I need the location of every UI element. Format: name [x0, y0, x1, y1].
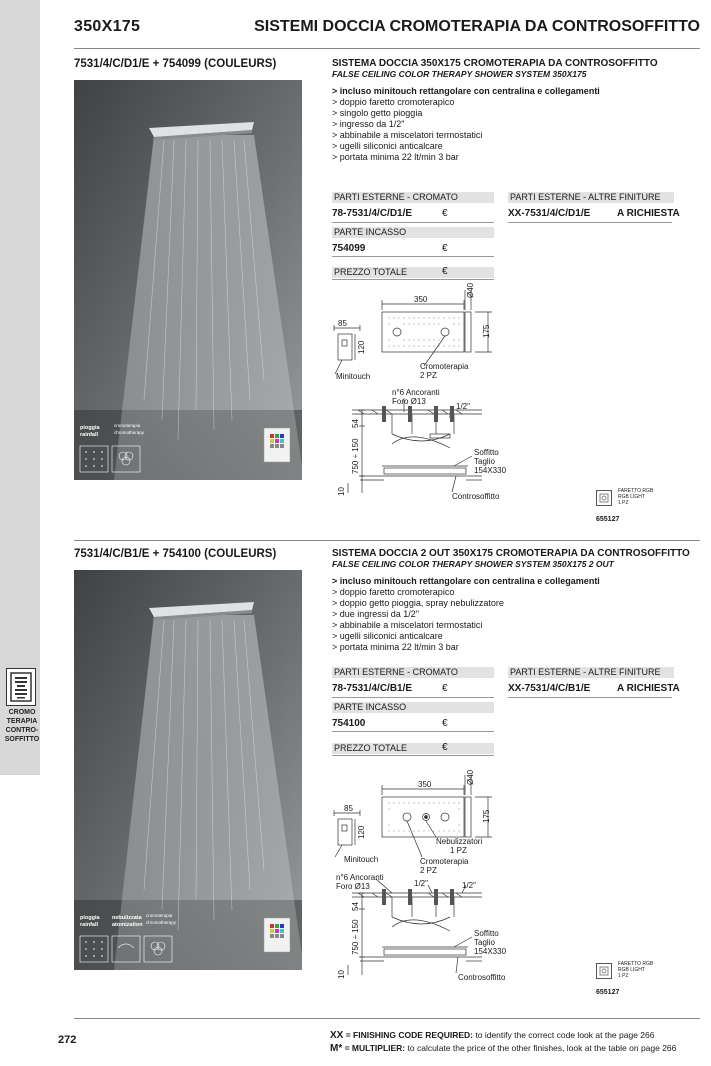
dim-bottom: 10	[337, 970, 346, 979]
dim-depth: 54	[351, 419, 360, 428]
label-controsoffitto: Controsoffitto	[458, 973, 506, 982]
label-controsoffitto: Controsoffitto	[452, 492, 500, 501]
dim-bottom: 10	[337, 487, 346, 496]
technical-drawing	[332, 769, 552, 990]
product-description: SISTEMA DOCCIA 2 OUT 350X175 CROMOTERAPIA DA CONTROSOFFITTO FALSE CEILING COLOR THERAPY SHOWER SYSTEM 350X175 2 OUT > incluso minitouch rettangolare con centralina e collegamenti > doppio faretto cromoterapico > doppio getto pioggia, spray nebulizzatore > due ingressi da 1/2" > abbinabile a miscelatori termostatici > ugelli siliconici anticalcare > portata minima 22 lt/min 3 bar	[332, 548, 690, 652]
currency: €	[442, 683, 448, 694]
total-price-label: PREZZO TOTALE	[332, 267, 494, 278]
page-number: 272	[58, 1034, 77, 1046]
photo-label-rainfall: pioggia rainfall	[80, 915, 100, 928]
dim-width: 350	[414, 295, 428, 304]
label-nebulizzatori: Nebulizzatori 1 PZ	[436, 837, 483, 855]
dim-minitouch-height: 120	[357, 825, 366, 839]
product-code: 7531/4/C/D1/E + 754099 (COULEURS)	[74, 58, 277, 70]
label-cromoterapia: Cromoterapia 2 PZ	[420, 362, 469, 380]
price-line	[508, 697, 672, 698]
built-in-label: PARTE INCASSO	[332, 702, 494, 713]
photo-label-atomization: nebulizzata atomization	[112, 915, 143, 928]
total-price-label: PREZZO TOTALE	[332, 743, 494, 754]
dim-height: 175	[482, 809, 491, 823]
price-line	[332, 222, 494, 223]
built-in-code: 754100	[332, 718, 366, 729]
currency: €	[442, 718, 448, 729]
dim-thickness: Ø40	[466, 282, 475, 298]
built-in-code: 754099	[332, 243, 366, 254]
photo-label-rainfall: pioggia rainfall	[80, 425, 100, 438]
dim-depth: 54	[351, 902, 360, 911]
external-chrome-label: PARTI ESTERNE - CROMATO	[332, 192, 494, 203]
shower-grid-icon	[6, 668, 36, 706]
rgb-code: 655127	[596, 989, 620, 996]
price-line	[508, 222, 672, 223]
currency: €	[442, 266, 448, 277]
label-minitouch: Minitouch	[336, 372, 371, 381]
rgb-code: 655127	[596, 516, 620, 523]
rgb-light-accessory: FARETTO RGB RGB LIGHT 1 PZ 655127	[596, 488, 654, 523]
label-cromoterapia: Cromoterapia 2 PZ	[420, 857, 469, 875]
external-chrome-label: PARTI ESTERNE - CROMATO	[332, 667, 494, 678]
footer-divider	[74, 1018, 700, 1019]
rgb-light-accessory: FARETTO RGB RGB LIGHT 1 PZ 655127	[596, 961, 654, 996]
dim-width: 350	[418, 780, 432, 789]
price-line	[332, 755, 494, 756]
product-photo	[74, 570, 302, 970]
label-cut: Soffitto Taglio 154X330	[474, 929, 507, 956]
page-size-title: 350X175	[74, 18, 141, 35]
price-line	[332, 279, 494, 280]
sidebar-band	[0, 0, 40, 775]
dim-thickness: Ø40	[466, 769, 475, 785]
header-divider	[74, 48, 700, 49]
label-minitouch: Minitouch	[344, 855, 379, 864]
technical-drawing	[332, 282, 552, 508]
on-request: A RICHIESTA	[617, 208, 680, 219]
price-line	[332, 731, 494, 732]
label-anchors: n°6 Ancoranti Foro Ø13	[336, 873, 384, 891]
dim-minitouch-width: 85	[338, 319, 347, 328]
product-photo	[74, 80, 302, 480]
external-chrome-code: 78-7531/4/C/B1/E	[332, 683, 413, 694]
sidebar-label: CROMO TERAPIA CONTRO- SOFFITTO	[4, 709, 40, 743]
on-request: A RICHIESTA	[617, 683, 680, 694]
label-cut: Soffitto Taglio 154X330	[474, 448, 507, 475]
photo-label-chromotherapy: cromoterapia chromotherapy	[114, 423, 145, 435]
dim-height: 175	[482, 324, 491, 338]
price-line	[332, 697, 494, 698]
label-inlet: 1/2"	[456, 402, 470, 411]
label-inlet-2: 1/2"	[462, 881, 476, 890]
label-anchors: n°6 Ancoranti Foro Ø13	[392, 388, 440, 406]
external-other-label: PARTI ESTERNE - ALTRE FINITURE	[508, 192, 674, 203]
dim-range: 750 ÷ 150	[351, 919, 360, 955]
label-inlet-1: 1/2"	[414, 879, 428, 888]
dim-range: 750 ÷ 150	[351, 438, 360, 474]
external-chrome-code: 78-7531/4/C/D1/E	[332, 208, 413, 219]
currency: €	[442, 243, 448, 254]
price-line	[332, 256, 494, 257]
currency: €	[442, 742, 448, 753]
section-divider	[74, 540, 700, 541]
currency: €	[442, 208, 448, 219]
photo-label-chromotherapy: cromoterapia chromotherapy	[146, 913, 177, 925]
external-other-label: PARTI ESTERNE - ALTRE FINITURE	[508, 667, 674, 678]
dim-minitouch-width: 85	[344, 804, 353, 813]
external-other-code: XX-7531/4/C/D1/E	[508, 208, 591, 219]
built-in-label: PARTE INCASSO	[332, 227, 494, 238]
page-category-title: SISTEMI DOCCIA CROMOTERAPIA DA CONTROSOFFITTO	[254, 18, 700, 35]
product-code: 7531/4/C/B1/E + 754100 (COULEURS)	[74, 548, 277, 560]
footer-note-multiplier: M* = MULTIPLIER: to calculate the price of the other finishes, look at the table on page 266	[330, 1043, 677, 1054]
dim-minitouch-height: 120	[357, 340, 366, 354]
product-description: SISTEMA DOCCIA 350X175 CROMOTERAPIA DA CONTROSOFFITTO FALSE CEILING COLOR THERAPY SHOWER SYSTEM 350X175 > incluso minitouch rettangolare con centralina e collegamenti > doppio faretto cromoterapico > singolo getto pioggia > ingresso da 1/2" > abbinabile a miscelatori termostatici > ugelli siliconici anticalcare > portata minima 22 lt/min 3 bar	[332, 58, 658, 162]
footer-note-xx: XX = FINISHING CODE REQUIRED: to identify the correct code look at the page 266	[330, 1030, 655, 1041]
external-other-code: XX-7531/4/C/B1/E	[508, 683, 591, 694]
